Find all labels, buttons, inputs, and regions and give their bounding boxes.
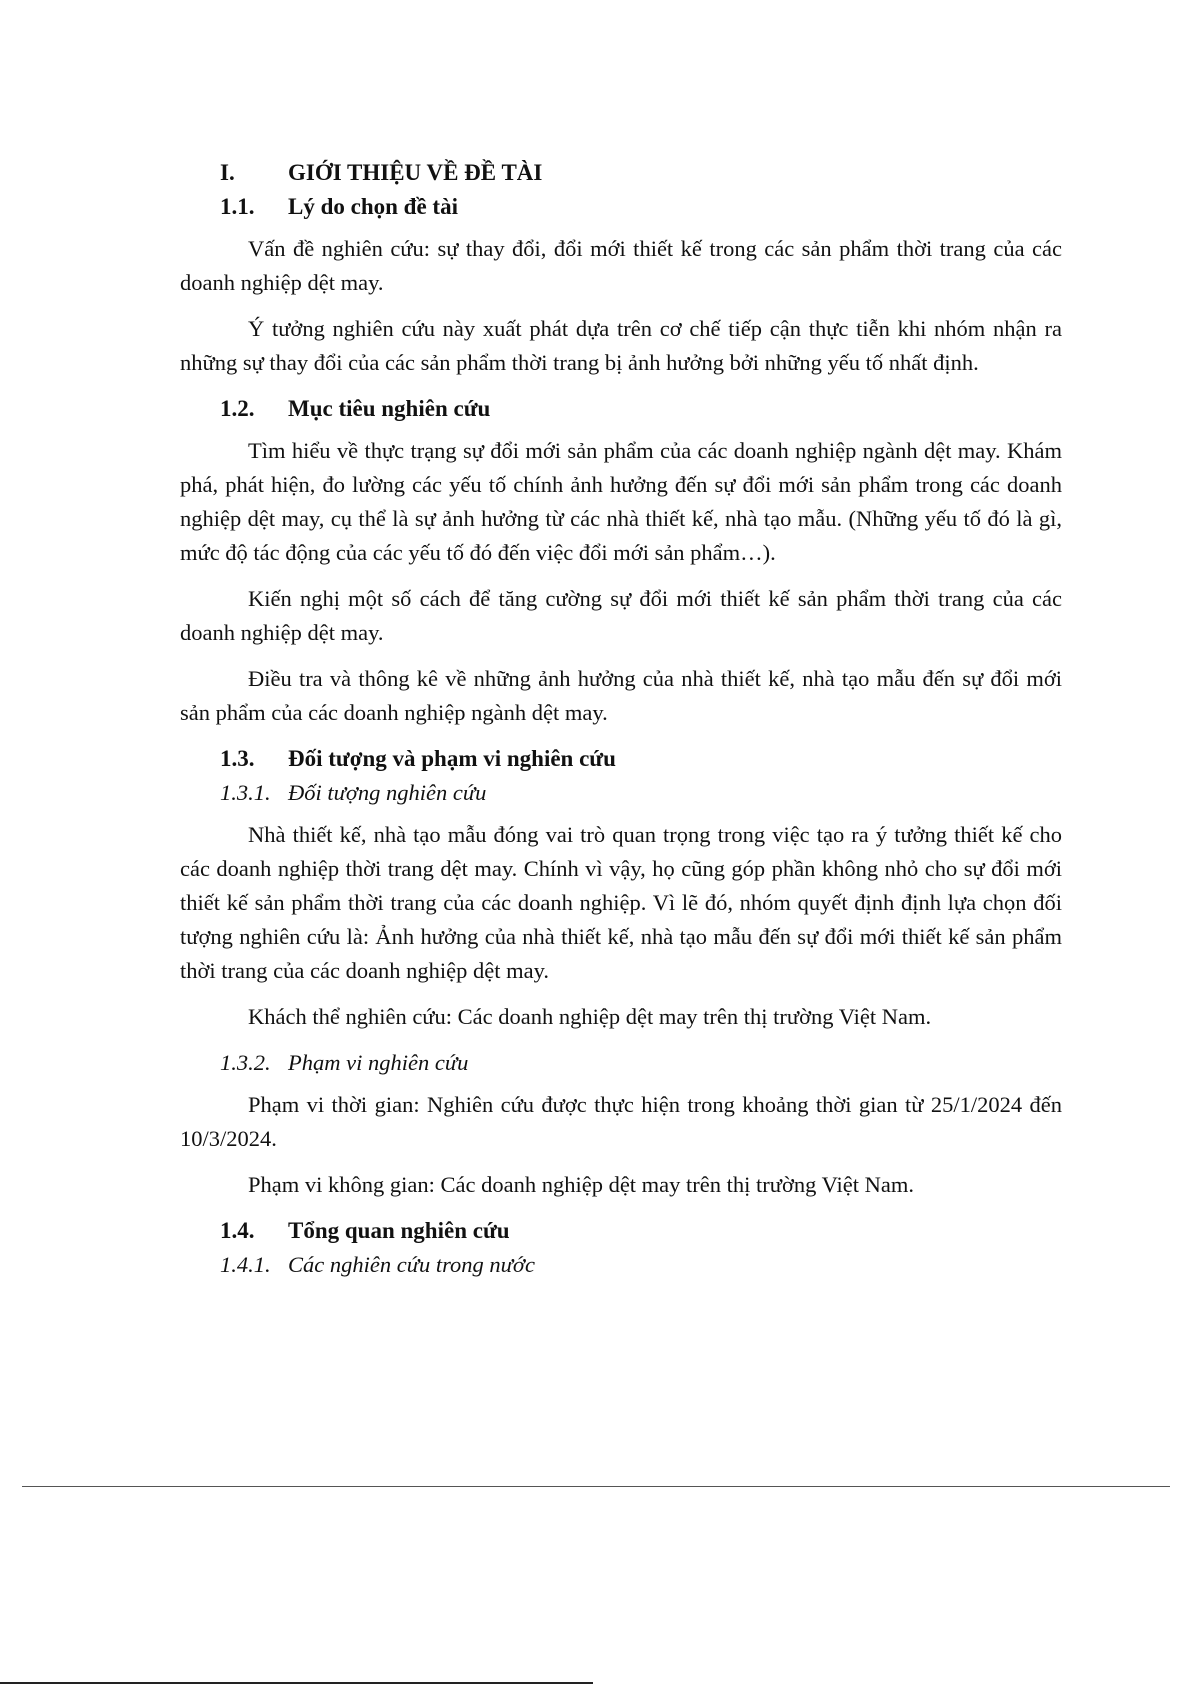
section-title: GIỚI THIỆU VỀ ĐỀ TÀI (288, 160, 543, 185)
heading-1-4 (220, 1214, 1062, 1248)
heading-1-1-title: Lý do chọn đề tài (288, 194, 458, 219)
section-heading (220, 156, 1062, 190)
heading-1-3-2-number: 1.3.2. (220, 1050, 271, 1075)
paragraph: Nhà thiết kế, nhà tạo mẫu đóng vai trò quan trọng trong việc tạo ra ý tưởng thiết kế cho các doanh nghiệp thời trang dệt may. Chính vì vậy, họ cũng góp phần không nhỏ cho sự đổi mới thiết kế sản phẩm thời trang của các doanh nghiệp. Vì lẽ đó, nhóm quyết định định lựa chọn đối tượng nghiên cứu là: Ảnh hưởng của nhà thiết kế, nhà tạo mẫu đến sự đổi mới thiết kế sản phẩm thời trang của các doanh nghiệp dệt may. (180, 822, 1062, 983)
heading-1-3-2-title: Phạm vi nghiên cứu (288, 1050, 469, 1075)
heading-1-3-number: 1.3. (220, 746, 255, 771)
paragraph: Kiến nghị một số cách để tăng cường sự đổi mới thiết kế sản phẩm thời trang của các doanh nghiệp dệt may. (180, 586, 1062, 645)
heading-1-3-1-title: Đối tượng nghiên cứu (288, 780, 487, 805)
paragraph: Phạm vi không gian: Các doanh nghiệp dệt may trên thị trường Việt Nam. (248, 1172, 914, 1197)
heading-1-2-number: 1.2. (220, 396, 255, 421)
page-bottom-divider (0, 1682, 593, 1684)
heading-1-2-title: Mục tiêu nghiên cứu (288, 396, 491, 421)
heading-1-2 (220, 392, 1062, 426)
paragraph: Phạm vi thời gian: Nghiên cứu được thực hiện trong khoảng thời gian từ 25/1/2024 đến 10/3/2024. (180, 1092, 1062, 1151)
section-number: I. (220, 160, 235, 185)
document-body (180, 156, 1062, 1282)
footer-divider (22, 1486, 1170, 1487)
heading-1-4-number: 1.4. (220, 1218, 255, 1243)
heading-1-1 (220, 190, 1062, 224)
heading-1-4-1 (220, 1248, 1062, 1282)
heading-1-3 (220, 742, 1062, 776)
heading-1-3-1 (220, 776, 1062, 810)
paragraph: Tìm hiểu về thực trạng sự đổi mới sản phẩm của các doanh nghiệp ngành dệt may. Khám phá, phát hiện, đo lường các yếu tố chính ảnh hưởng đến sự đổi mới sản phẩm trong các doanh nghiệp dệt may, cụ thể là sự ảnh hưởng từ các nhà thiết kế, nhà tạo mẫu. (Những yếu tố đó là gì, mức độ tác động của các yếu tố đó đến việc đổi mới sản phẩm…). (180, 438, 1062, 565)
paragraph: Ý tưởng nghiên cứu này xuất phát dựa trên cơ chế tiếp cận thực tiễn khi nhóm nhận ra những sự thay đổi của các sản phẩm thời trang bị ảnh hưởng bởi những yếu tố nhất định. (180, 316, 1062, 375)
heading-1-3-2 (220, 1046, 1062, 1080)
heading-1-1-number: 1.1. (220, 194, 255, 219)
heading-1-3-title: Đối tượng và phạm vi nghiên cứu (288, 746, 616, 771)
paragraph: Khách thể nghiên cứu: Các doanh nghiệp dệt may trên thị trường Việt Nam. (248, 1004, 932, 1029)
heading-1-4-title: Tổng quan nghiên cứu (288, 1218, 510, 1243)
heading-1-3-1-number: 1.3.1. (220, 780, 271, 805)
heading-1-4-1-title: Các nghiên cứu trong nước (288, 1252, 535, 1277)
heading-1-4-1-number: 1.4.1. (220, 1252, 271, 1277)
paragraph: Điều tra và thông kê về những ảnh hưởng của nhà thiết kế, nhà tạo mẫu đến sự đổi mới sản phẩm của các doanh nghiệp ngành dệt may. (180, 666, 1062, 725)
paragraph: Vấn đề nghiên cứu: sự thay đổi, đổi mới thiết kế trong các sản phẩm thời trang của các doanh nghiệp dệt may. (180, 236, 1062, 295)
